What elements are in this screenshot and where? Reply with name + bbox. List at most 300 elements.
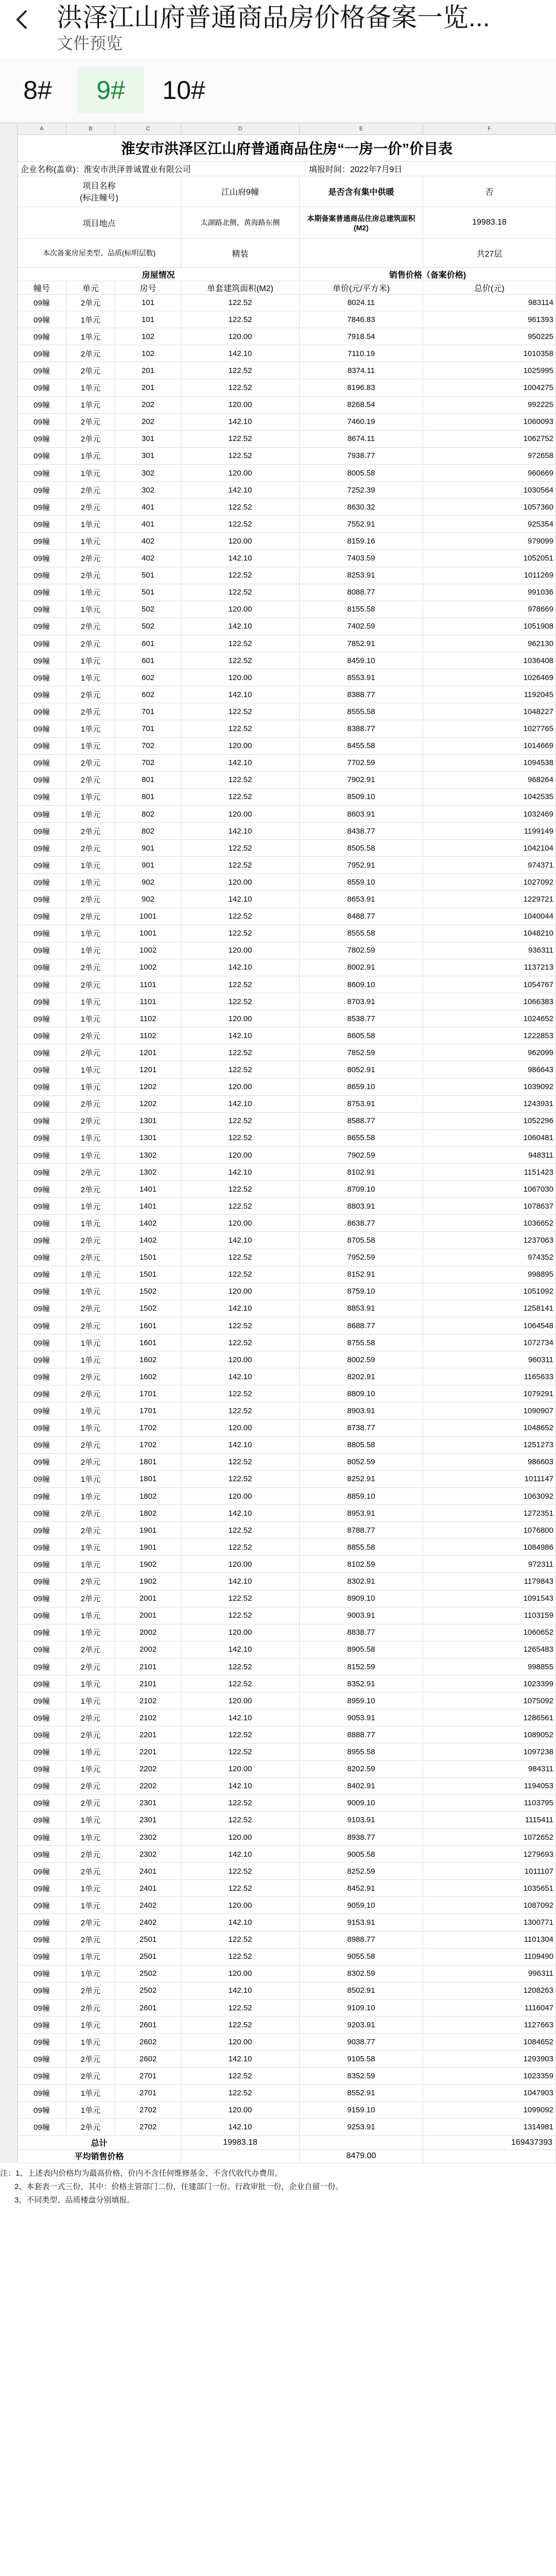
cell-total-price[interactable]: 1067030 — [423, 1181, 556, 1197]
cell-unit[interactable]: 2单元 — [66, 1726, 115, 1743]
cell-area[interactable]: 142.10 — [181, 345, 300, 362]
cell-area[interactable]: 142.10 — [181, 1437, 300, 1453]
cell-unit[interactable]: 1单元 — [66, 1556, 115, 1572]
cell-area[interactable]: 142.10 — [181, 1368, 300, 1385]
cell-area[interactable]: 122.52 — [181, 635, 300, 652]
cell-unit[interactable]: 2单元 — [66, 567, 115, 584]
cell-area[interactable]: 122.52 — [181, 1266, 300, 1283]
cell-area[interactable]: 120.00 — [181, 397, 300, 413]
cell-room[interactable]: 1501 — [115, 1249, 181, 1266]
cell-total-price[interactable]: 960311 — [423, 1351, 556, 1368]
table-row[interactable] — [18, 1744, 556, 1761]
cell-total-price[interactable]: 925354 — [423, 516, 556, 532]
tab-sheet-9[interactable]: 9# — [77, 67, 144, 113]
cell-room[interactable]: 1002 — [115, 959, 181, 976]
cell-total-price[interactable]: 1293903 — [423, 2050, 556, 2067]
cell-unit[interactable]: 1单元 — [66, 1965, 115, 1982]
cell-unit-price[interactable]: 8159.16 — [300, 533, 423, 549]
cell-total-price[interactable]: 1027765 — [423, 721, 556, 737]
cell-unit[interactable]: 1单元 — [66, 1488, 115, 1504]
cell-room[interactable]: 801 — [115, 789, 181, 805]
table-row[interactable] — [18, 2102, 556, 2119]
table-row[interactable] — [18, 1778, 556, 1795]
cell-building[interactable]: 09幢 — [18, 857, 66, 873]
cell-total-price[interactable]: 1026469 — [423, 669, 556, 686]
cell-total-price[interactable]: 974371 — [423, 857, 556, 873]
cell-room[interactable]: 2002 — [115, 1641, 181, 1658]
cell-unit[interactable]: 2单元 — [66, 1027, 115, 1044]
cell-unit-price[interactable]: 8955.58 — [300, 1744, 423, 1760]
cell-area[interactable]: 122.52 — [181, 993, 300, 1010]
cell-area[interactable]: 122.52 — [181, 1062, 300, 1078]
cell-unit[interactable]: 2单元 — [66, 1368, 115, 1385]
cell-area[interactable]: 122.52 — [181, 789, 300, 805]
cell-unit[interactable]: 2单元 — [66, 1778, 115, 1794]
cell-unit-price[interactable]: 8438.77 — [300, 823, 423, 839]
cell-room[interactable]: 2601 — [115, 2016, 181, 2033]
cell-room[interactable]: 702 — [115, 755, 181, 771]
table-row[interactable] — [18, 1709, 556, 1726]
cell-unit-price[interactable]: 8505.58 — [300, 840, 423, 856]
cell-area[interactable]: 122.52 — [181, 1471, 300, 1487]
cell-unit-price[interactable]: 8253.91 — [300, 567, 423, 584]
cell-room[interactable]: 1101 — [115, 976, 181, 993]
cell-unit[interactable]: 1单元 — [66, 1010, 115, 1027]
cell-area[interactable]: 142.10 — [181, 1300, 300, 1317]
cell-total-price[interactable]: 1075092 — [423, 1692, 556, 1709]
table-row[interactable] — [18, 2050, 556, 2067]
cell-room[interactable]: 802 — [115, 823, 181, 839]
cell-building[interactable]: 09幢 — [18, 789, 66, 805]
cell-total-price[interactable]: 1011107 — [423, 1863, 556, 1879]
cell-area[interactable]: 142.10 — [181, 2050, 300, 2067]
cell-area[interactable]: 122.52 — [181, 1607, 300, 1624]
cell-unit[interactable]: 1单元 — [66, 1147, 115, 1163]
cell-area[interactable]: 120.00 — [181, 1624, 300, 1641]
cell-room[interactable]: 401 — [115, 499, 181, 515]
cell-area[interactable]: 122.52 — [181, 294, 300, 311]
table-row[interactable] — [18, 516, 556, 533]
cell-unit-price[interactable]: 8509.10 — [300, 789, 423, 805]
cell-total-price[interactable]: 1222853 — [423, 1027, 556, 1044]
cell-room[interactable]: 802 — [115, 806, 181, 822]
cell-area[interactable]: 142.10 — [181, 1846, 300, 1862]
cell-area[interactable]: 120.00 — [181, 1079, 300, 1095]
cell-room[interactable]: 1202 — [115, 1079, 181, 1095]
cell-unit-price[interactable]: 8938.77 — [300, 1829, 423, 1845]
cell-unit-price[interactable]: 8388.77 — [300, 686, 423, 703]
table-row[interactable] — [18, 1437, 556, 1454]
cell-unit[interactable]: 2单元 — [66, 1317, 115, 1334]
table-row[interactable] — [18, 1215, 556, 1232]
cell-building[interactable]: 09幢 — [18, 1522, 66, 1538]
cell-room[interactable]: 302 — [115, 465, 181, 481]
cell-unit[interactable]: 1单元 — [66, 925, 115, 942]
cell-unit-price[interactable]: 8252.59 — [300, 1863, 423, 1879]
table-row[interactable] — [18, 584, 556, 601]
cell-room[interactable]: 1001 — [115, 908, 181, 925]
table-row[interactable] — [18, 1096, 556, 1113]
cell-unit-price[interactable]: 8605.58 — [300, 1027, 423, 1044]
cell-unit[interactable]: 1单元 — [66, 2085, 115, 2102]
cell-room[interactable]: 2402 — [115, 1897, 181, 1913]
cell-building[interactable]: 09幢 — [18, 533, 66, 549]
cell-total-price[interactable]: 1052051 — [423, 550, 556, 567]
cell-unit-price[interactable]: 8738.77 — [300, 1420, 423, 1436]
cell-unit-price[interactable]: 7110.19 — [300, 345, 423, 362]
cell-total-price[interactable]: 1265483 — [423, 1641, 556, 1658]
cell-area[interactable]: 122.52 — [181, 2016, 300, 2033]
cell-unit-price[interactable]: 9005.58 — [300, 1846, 423, 1862]
table-row[interactable] — [18, 823, 556, 840]
cell-total-price[interactable]: 1094538 — [423, 755, 556, 771]
table-row[interactable] — [18, 1641, 556, 1658]
cell-area[interactable]: 122.52 — [181, 499, 300, 515]
cell-unit-price[interactable]: 8905.58 — [300, 1641, 423, 1658]
cell-unit-price[interactable]: 7902.91 — [300, 772, 423, 788]
cell-unit[interactable]: 2单元 — [66, 618, 115, 635]
cell-room[interactable]: 201 — [115, 362, 181, 379]
cell-unit-price[interactable]: 8268.54 — [300, 397, 423, 413]
cell-unit[interactable]: 1单元 — [66, 1624, 115, 1641]
cell-room[interactable]: 501 — [115, 584, 181, 601]
cell-unit[interactable]: 2单元 — [66, 1454, 115, 1470]
cell-room[interactable]: 2501 — [115, 1931, 181, 1948]
cell-building[interactable]: 09幢 — [18, 1368, 66, 1385]
cell-room[interactable]: 1902 — [115, 1556, 181, 1572]
table-row[interactable] — [18, 772, 556, 789]
cell-unit[interactable]: 2单元 — [66, 635, 115, 652]
cell-unit[interactable]: 1单元 — [66, 1062, 115, 1078]
table-row[interactable] — [18, 1351, 556, 1368]
cell-total-price[interactable]: 1027092 — [423, 874, 556, 890]
table-row[interactable] — [18, 1897, 556, 1914]
cell-room[interactable]: 102 — [115, 345, 181, 362]
cell-unit[interactable]: 1单元 — [66, 1812, 115, 1828]
cell-building[interactable]: 09幢 — [18, 1624, 66, 1641]
cell-unit[interactable]: 2单元 — [66, 959, 115, 976]
table-row[interactable] — [18, 1044, 556, 1061]
cell-total-price[interactable]: 1079291 — [423, 1385, 556, 1402]
back-button[interactable] — [7, 4, 38, 35]
cell-total-price[interactable]: 1048652 — [423, 1420, 556, 1436]
cell-building[interactable]: 09幢 — [18, 738, 66, 754]
cell-room[interactable]: 1601 — [115, 1317, 181, 1334]
table-row[interactable] — [18, 789, 556, 806]
cell-room[interactable]: 2102 — [115, 1709, 181, 1726]
cell-unit[interactable]: 1单元 — [66, 1351, 115, 1368]
cell-area[interactable]: 142.10 — [181, 1641, 300, 1658]
table-row[interactable] — [18, 294, 556, 311]
cell-building[interactable]: 09幢 — [18, 2016, 66, 2033]
cell-total-price[interactable]: 1237063 — [423, 1232, 556, 1249]
cell-unit[interactable]: 1单元 — [66, 857, 115, 873]
cell-unit-price[interactable]: 8709.10 — [300, 1181, 423, 1197]
table-row[interactable] — [18, 1880, 556, 1897]
cell-area[interactable]: 122.52 — [181, 448, 300, 464]
cell-unit-price[interactable]: 8002.59 — [300, 1351, 423, 1368]
cell-building[interactable]: 09幢 — [18, 1778, 66, 1794]
cell-area[interactable]: 122.52 — [181, 1658, 300, 1675]
cell-area[interactable]: 142.10 — [181, 1709, 300, 1726]
cell-building[interactable]: 09幢 — [18, 482, 66, 498]
cell-unit-price[interactable]: 7402.59 — [300, 618, 423, 635]
table-row[interactable] — [18, 1471, 556, 1488]
cell-unit-price[interactable]: 8855.58 — [300, 1539, 423, 1555]
table-row[interactable] — [18, 1249, 556, 1266]
cell-total-price[interactable]: 996311 — [423, 1965, 556, 1982]
tab-sheet-8[interactable]: 8# — [23, 76, 52, 105]
cell-room[interactable]: 1101 — [115, 993, 181, 1010]
table-row[interactable] — [18, 345, 556, 362]
cell-room[interactable]: 502 — [115, 618, 181, 635]
cell-unit-price[interactable]: 8088.77 — [300, 584, 423, 601]
cell-total-price[interactable]: 1151423 — [423, 1164, 556, 1180]
cell-building[interactable]: 09幢 — [18, 1317, 66, 1334]
table-row[interactable] — [18, 2033, 556, 2050]
cell-area[interactable]: 142.10 — [181, 2119, 300, 2136]
cell-room[interactable]: 202 — [115, 397, 181, 413]
cell-area[interactable]: 122.52 — [181, 1590, 300, 1607]
cell-room[interactable]: 1601 — [115, 1334, 181, 1351]
cell-room[interactable]: 101 — [115, 311, 181, 328]
cell-total-price[interactable]: 1036652 — [423, 1215, 556, 1231]
cell-unit[interactable]: 2单元 — [66, 1641, 115, 1658]
cell-unit[interactable]: 1单元 — [66, 942, 115, 959]
table-row[interactable] — [18, 1283, 556, 1300]
cell-building[interactable]: 09幢 — [18, 1471, 66, 1487]
cell-room[interactable]: 1701 — [115, 1385, 181, 1402]
cell-room[interactable]: 1402 — [115, 1232, 181, 1249]
cell-building[interactable]: 09幢 — [18, 380, 66, 396]
table-row[interactable] — [18, 942, 556, 959]
cell-unit-price[interactable]: 8024.11 — [300, 294, 423, 311]
table-row[interactable] — [18, 1726, 556, 1743]
cell-area[interactable]: 122.52 — [181, 1948, 300, 1965]
cell-unit-price[interactable]: 9053.91 — [300, 1709, 423, 1726]
cell-room[interactable]: 201 — [115, 380, 181, 396]
cell-area[interactable]: 122.52 — [181, 1403, 300, 1419]
cell-unit-price[interactable]: 8252.91 — [300, 1471, 423, 1487]
cell-unit-price[interactable]: 8609.10 — [300, 976, 423, 993]
cell-total-price[interactable]: 1023359 — [423, 2067, 556, 2084]
cell-building[interactable]: 09幢 — [18, 840, 66, 856]
cell-unit-price[interactable]: 7702.59 — [300, 755, 423, 771]
cell-total-price[interactable]: 992225 — [423, 397, 556, 413]
cell-unit-price[interactable]: 8455.58 — [300, 738, 423, 754]
cell-room[interactable]: 1302 — [115, 1147, 181, 1163]
cell-area[interactable]: 120.00 — [181, 533, 300, 549]
cell-area[interactable]: 120.00 — [181, 1147, 300, 1163]
cell-total-price[interactable]: 1090907 — [423, 1403, 556, 1419]
column-header-c[interactable]: C — [115, 123, 181, 134]
cell-room[interactable]: 2101 — [115, 1675, 181, 1692]
table-row[interactable] — [18, 806, 556, 823]
cell-unit-price[interactable]: 8988.77 — [300, 1931, 423, 1948]
tab-sheet-10[interactable]: 10# — [162, 76, 205, 105]
cell-unit-price[interactable]: 8909.10 — [300, 1590, 423, 1607]
cell-building[interactable]: 09幢 — [18, 1181, 66, 1197]
table-row[interactable] — [18, 2067, 556, 2084]
cell-room[interactable]: 1702 — [115, 1437, 181, 1453]
cell-building[interactable]: 09幢 — [18, 1982, 66, 1999]
cell-unit[interactable]: 2单元 — [66, 1709, 115, 1726]
cell-area[interactable]: 142.10 — [181, 1573, 300, 1590]
cell-area[interactable]: 142.10 — [181, 550, 300, 567]
cell-unit-price[interactable]: 7952.59 — [300, 1249, 423, 1266]
table-row[interactable] — [18, 652, 556, 669]
cell-area[interactable]: 142.10 — [181, 414, 300, 430]
cell-building[interactable]: 09幢 — [18, 925, 66, 942]
table-row[interactable] — [18, 840, 556, 857]
cell-total-price[interactable]: 1010358 — [423, 345, 556, 362]
table-row[interactable] — [18, 1675, 556, 1692]
cell-area[interactable]: 120.00 — [181, 1829, 300, 1845]
table-row[interactable] — [18, 499, 556, 516]
cell-unit-price[interactable]: 8302.59 — [300, 1965, 423, 1982]
cell-area[interactable]: 120.00 — [181, 328, 300, 345]
cell-room[interactable]: 1801 — [115, 1454, 181, 1470]
cell-area[interactable]: 120.00 — [181, 1420, 300, 1436]
cell-area[interactable]: 120.00 — [181, 669, 300, 686]
cell-unit[interactable]: 2单元 — [66, 1096, 115, 1112]
table-row[interactable] — [18, 1914, 556, 1931]
cell-total-price[interactable]: 1011147 — [423, 1471, 556, 1487]
cell-unit[interactable]: 1单元 — [66, 1403, 115, 1419]
cell-total-price[interactable]: 1165633 — [423, 1368, 556, 1385]
cell-building[interactable]: 09幢 — [18, 1215, 66, 1231]
cell-room[interactable]: 102 — [115, 328, 181, 345]
cell-room[interactable]: 701 — [115, 703, 181, 720]
table-row[interactable] — [18, 1965, 556, 1982]
cell-unit[interactable]: 2单元 — [66, 550, 115, 567]
cell-unit-price[interactable]: 9105.58 — [300, 2050, 423, 2067]
table-row[interactable] — [18, 601, 556, 618]
cell-unit-price[interactable]: 8838.77 — [300, 1624, 423, 1641]
cell-unit-price[interactable]: 8638.77 — [300, 1215, 423, 1231]
cell-unit[interactable]: 1单元 — [66, 448, 115, 464]
cell-unit-price[interactable]: 9159.10 — [300, 2102, 423, 2119]
cell-unit[interactable]: 1单元 — [66, 601, 115, 618]
table-row[interactable] — [18, 567, 556, 584]
cell-room[interactable]: 401 — [115, 516, 181, 532]
cell-unit[interactable]: 1单元 — [66, 516, 115, 532]
cell-building[interactable]: 09幢 — [18, 635, 66, 652]
table-row[interactable] — [18, 1931, 556, 1948]
cell-unit[interactable]: 2单元 — [66, 755, 115, 771]
cell-area[interactable]: 142.10 — [181, 823, 300, 839]
table-row[interactable] — [18, 1556, 556, 1573]
table-row[interactable] — [18, 2085, 556, 2102]
cell-room[interactable]: 1401 — [115, 1181, 181, 1197]
cell-building[interactable]: 09幢 — [18, 1403, 66, 1419]
cell-unit[interactable]: 1单元 — [66, 2016, 115, 2033]
table-row[interactable] — [18, 1846, 556, 1863]
cell-room[interactable]: 601 — [115, 635, 181, 652]
cell-area[interactable]: 120.00 — [181, 738, 300, 754]
cell-unit[interactable]: 2单元 — [66, 294, 115, 311]
cell-unit[interactable]: 2单元 — [66, 2119, 115, 2136]
table-row[interactable] — [18, 925, 556, 942]
cell-area[interactable]: 120.00 — [181, 1692, 300, 1709]
table-row[interactable] — [18, 1113, 556, 1130]
cell-building[interactable]: 09幢 — [18, 328, 66, 345]
cell-building[interactable]: 09幢 — [18, 1198, 66, 1214]
cell-total-price[interactable]: 974352 — [423, 1249, 556, 1266]
cell-unit-price[interactable]: 8459.10 — [300, 652, 423, 669]
cell-room[interactable]: 2102 — [115, 1692, 181, 1709]
cell-room[interactable]: 1902 — [115, 1573, 181, 1590]
cell-area[interactable]: 122.52 — [181, 567, 300, 584]
table-row[interactable] — [18, 1692, 556, 1709]
cell-total-price[interactable]: 1023399 — [423, 1675, 556, 1692]
table-row[interactable] — [18, 1403, 556, 1420]
cell-unit[interactable]: 2单元 — [66, 1300, 115, 1317]
cell-building[interactable]: 09幢 — [18, 2085, 66, 2102]
cell-unit-price[interactable]: 8859.10 — [300, 1488, 423, 1504]
cell-total-price[interactable]: 1300771 — [423, 1914, 556, 1931]
cell-area[interactable]: 142.10 — [181, 755, 300, 771]
cell-unit[interactable]: 2单元 — [66, 1590, 115, 1607]
table-row[interactable] — [18, 2119, 556, 2136]
cell-room[interactable]: 1501 — [115, 1266, 181, 1283]
table-row[interactable] — [18, 533, 556, 550]
cell-building[interactable]: 09幢 — [18, 397, 66, 413]
cell-area[interactable]: 142.10 — [181, 891, 300, 908]
table-row[interactable] — [18, 1573, 556, 1590]
cell-building[interactable]: 09幢 — [18, 959, 66, 976]
cell-total-price[interactable]: 1035651 — [423, 1880, 556, 1896]
cell-total-price[interactable]: 1030564 — [423, 482, 556, 498]
cell-unit[interactable]: 2单元 — [66, 1863, 115, 1879]
table-row[interactable] — [18, 1607, 556, 1624]
table-row[interactable] — [18, 1300, 556, 1317]
cell-total-price[interactable]: 1115411 — [423, 1812, 556, 1828]
cell-area[interactable]: 122.52 — [181, 1863, 300, 1879]
cell-room[interactable]: 2401 — [115, 1863, 181, 1879]
cell-building[interactable]: 09幢 — [18, 1948, 66, 1965]
cell-unit-price[interactable]: 9003.91 — [300, 1607, 423, 1624]
table-row[interactable] — [18, 397, 556, 414]
cell-unit-price[interactable]: 8052.59 — [300, 1454, 423, 1470]
table-row[interactable] — [18, 1317, 556, 1334]
cell-building[interactable]: 09幢 — [18, 874, 66, 890]
table-row[interactable] — [18, 1368, 556, 1385]
table-row[interactable] — [18, 550, 556, 567]
cell-area[interactable]: 142.10 — [181, 959, 300, 976]
cell-unit-price[interactable]: 9253.91 — [300, 2119, 423, 2136]
table-row[interactable] — [18, 311, 556, 328]
cell-unit-price[interactable]: 9153.91 — [300, 1914, 423, 1931]
cell-area[interactable]: 122.52 — [181, 976, 300, 993]
cell-building[interactable]: 09幢 — [18, 1232, 66, 1249]
table-row[interactable] — [18, 721, 556, 738]
cell-building[interactable]: 09幢 — [18, 1010, 66, 1027]
cell-area[interactable]: 122.52 — [181, 1675, 300, 1692]
cell-total-price[interactable]: 948311 — [423, 1147, 556, 1163]
cell-area[interactable]: 120.00 — [181, 942, 300, 959]
cell-area[interactable]: 122.52 — [181, 1181, 300, 1197]
cell-room[interactable]: 1401 — [115, 1198, 181, 1214]
cell-unit-price[interactable]: 8555.58 — [300, 925, 423, 942]
cell-unit[interactable]: 1单元 — [66, 1692, 115, 1709]
table-row[interactable] — [18, 874, 556, 891]
cell-unit-price[interactable]: 8659.10 — [300, 1079, 423, 1095]
cell-unit[interactable]: 2单元 — [66, 1522, 115, 1538]
cell-unit[interactable]: 2单元 — [66, 1982, 115, 1999]
cell-building[interactable]: 09幢 — [18, 431, 66, 447]
cell-total-price[interactable]: 1229721 — [423, 891, 556, 908]
